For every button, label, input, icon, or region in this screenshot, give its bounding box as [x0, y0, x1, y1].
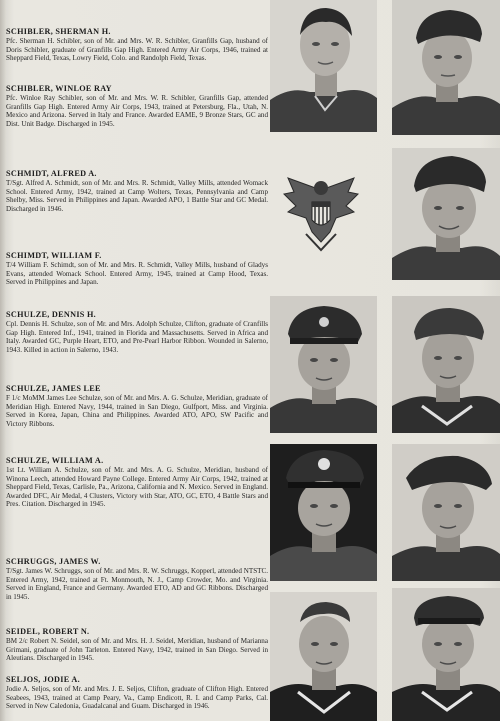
entry-name: SCHULZE, WILLIAM A. [6, 456, 104, 465]
entry-schimdt-william [6, 251, 268, 287]
eagle-emblem-icon [280, 172, 362, 256]
entry-bio: T/4 William F. Schimdt, son of Mr. and Mrs. R. Schmidt, Valley Mills, husband of Gladys Evans, attended Womack School. Entered Army, 1945, trained at Camp Hood, Texas. Served in Philippines and Japan. [6, 261, 268, 287]
portrait-photo-schulze-william [270, 444, 377, 581]
entry-name: SELJOS, JODIE A. [6, 675, 80, 684]
entry-schulze-james [6, 384, 268, 428]
entry-bio: Cpl. Dennis H. Schulze, son of Mr. and Mrs. Adolph Schulze, Clifton, graduate of Cranfills Gap High. Entered Inf., 1941, trained in Florida and Massachusetts. Served in Africa and Italy. Awarded GC, Purple Heart, ETO, and Pre-Pearl Harbor Ribbon. Wounded in Salerno, 1943. Killed in action in Salerno, 1943. [6, 320, 268, 354]
entry-seidel-robert [6, 627, 268, 663]
portrait-photo-schibler-sherman [270, 0, 377, 132]
portrait-photo-schibler-winloe [392, 0, 500, 135]
portrait-photo-schulze-james [392, 296, 500, 433]
entry-bio: 1st Lt. William A. Schulze, son of Mr. and Mrs. A. G. Schulze, Meridian, husband of Winona Leech, attended Howard Payne College. Entered Army Air Corps, 1942, trained at Sheppard Field, Texas, Carlisle, Pa., Arizona, California and N. Mexico. Served in England. Awarded DFC, Air Medal, 4 Clusters, Victory with Star, ATO, GC, ETO, 4 Battle Stars and Pres. Citation. Discharged in 1945. [6, 466, 268, 509]
entry-bio: Pfc. Winloe Ray Schibler, son of Mr. and Mrs. W. R. Schibler, Granfills Gap, attended Granfills Gap High. Entered Army Air Corps, 1943, trained at Petersburg, Fla., Utah, N. Mexico and Arizona. Served in Italy and France. Awarded EAME, 9 Bronze Stars, GC and Dist. Unit Badge. Discharged in 1945. [6, 94, 268, 128]
entry-bio: F 1/c MoMM James Lee Schulze, son of Mr. and Mrs. A. G. Schulze, Meridian, graduate of Meridian High. Entered Navy, 1944, trained in San Diego, Gulfport, Miss. and Virginia. Served in Korea, Japan, China and Philippines. Awarded ATO, APO, SW Pacific and Victory Ribbons. [6, 394, 268, 428]
entry-name: SCHMIDT, ALFRED A. [6, 169, 97, 178]
entry-name: SCHULZE, DENNIS H. [6, 310, 97, 319]
portrait-photo-seidel-robert [270, 592, 377, 721]
portrait-photo-seljos-jodie [392, 588, 500, 721]
portrait-photo-schulze-dennis [270, 296, 377, 433]
entry-schulze-dennis [6, 310, 268, 354]
entry-seljos-jodie [6, 675, 268, 711]
biography-column [6, 0, 268, 721]
entry-name: SCHRUGGS, JAMES W. [6, 557, 101, 566]
entry-schulze-william [6, 456, 268, 509]
entry-name: SCHIBLER, WINLOE RAY [6, 84, 112, 93]
entry-bio: T/Sgt. James W. Schruggs, son of Mr. and Mrs. R. W. Schruggs, Kopperl, attended NTSTC. Entered Army, 1942, trained at Ft. Monmouth, N. J., Camp Crowder, Mo. and Virginia. Served in England, France and Germany. Awarded ETO, AD and GC Ribbons. Discharged in 1945. [6, 567, 268, 601]
entry-schmidt-alfred [6, 169, 268, 213]
entry-name: SCHIBLER, SHERMAN H. [6, 27, 111, 36]
entry-name: SCHIMDT, WILLIAM F. [6, 251, 102, 260]
entry-bio: Pfc. Sherman H. Schibler, son of Mr. and Mrs. W. R. Schibler, Granfills Gap, husband of Doris Schibler, graduate of Granfills Gap High. Entered Army Air Corps, 1946, trained at Sheppard Field, Texas, Lowry Field, Colo. and Randolph Field, Texas. [6, 37, 268, 63]
entry-schibler-sherman [6, 27, 268, 63]
entry-name: SCHULZE, JAMES LEE [6, 384, 101, 393]
entry-schruggs-james [6, 557, 268, 601]
entry-bio: BM 2/c Robert N. Seidel, son of Mr. and Mrs. H. J. Seidel, Meridian, husband of Marianna Grimani, graduate of John Tarleton. Entered Navy, 1942, trained in San Diego. Served in Aleutians. Discharged in 1945. [6, 637, 268, 663]
portrait-photo-schmidt-alfred [392, 148, 500, 280]
entry-bio: T/Sgt. Alfred A. Schmidt, son of Mr. and Mrs. R. Schmidt, Valley Mills, attended Womack School. Entered Army, 1942, trained at Camp Wolters, Texas, Pennsylvania and Camp Shelby, Miss. Served in Philippines and Japan. Awarded APO, 1 Battle Star and GC Medal. Discharged in 1946. [6, 179, 268, 213]
entry-schibler-winloe [6, 84, 268, 128]
entry-name: SEIDEL, ROBERT N. [6, 627, 90, 636]
entry-bio: Jodie A. Seljos, son of Mr. and Mrs. J. E. Seljos, Clifton, graduate of Clifton High. Entered Seabees, 1943, trained at Camp Peary, Va., Camp Endicott, R. I. and Camp Parks, Cal. Served in New Caledonia, Guadalcanal and Guam. Discharged in 1946. [6, 685, 268, 711]
portrait-photo-schruggs-james [392, 444, 500, 581]
